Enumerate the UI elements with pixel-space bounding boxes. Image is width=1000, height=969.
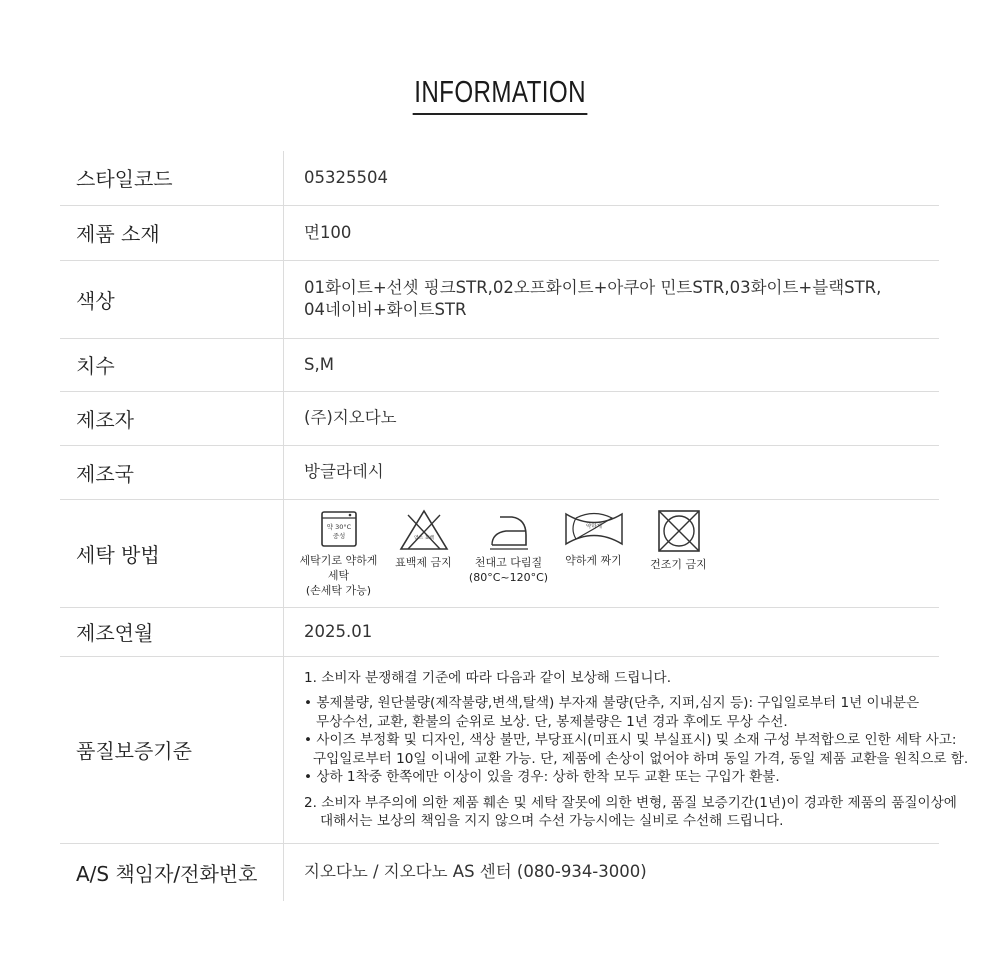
washing-label: 세탁 방법	[60, 499, 284, 607]
table-row	[60, 445, 939, 499]
care-caption: 세탁기로 약하게 세탁 (손세탁 가능)	[299, 553, 378, 597]
wring-text: 약하게	[585, 523, 602, 530]
table-row	[60, 391, 939, 445]
table-row	[60, 656, 939, 843]
quality-text	[304, 669, 969, 831]
table-row	[60, 338, 939, 391]
quality-label: 품질보증기준	[60, 656, 284, 843]
gentle-wring-icon	[564, 509, 624, 549]
size-label: 치수	[60, 338, 284, 391]
wash-30-gentle-icon	[319, 509, 359, 549]
table-row	[60, 151, 939, 205]
quality-value	[284, 656, 969, 843]
product-info-table	[60, 151, 969, 901]
style-code-label: 스타일코드	[60, 151, 284, 205]
color-value-line: 04네이비+화이트STR	[304, 300, 467, 319]
color-label: 색상	[60, 260, 284, 338]
manufacturer-value: (주)지오다노	[284, 391, 940, 445]
no-tumble-dry-icon	[657, 509, 701, 553]
color-value	[284, 260, 940, 338]
no-bleach-icon	[398, 509, 450, 551]
quality-line: 1. 소비자 분쟁해결 기준에 따라 다음과 같이 보상해 드립니다.	[304, 669, 672, 686]
care-caption: 건조기 금지	[650, 557, 707, 571]
date-value: 2025.01	[284, 607, 940, 656]
as-label: A/S 책임자/전화번호	[60, 843, 284, 901]
quality-line: 무상수선, 교환, 환불의 순위로 보상. 단, 봉제불량은 1년 경과 후에도 무상 수선.	[316, 713, 788, 730]
style-code-value: 05325504	[284, 151, 940, 205]
page-title-text: INFORMATION	[413, 74, 588, 115]
care-caption: 약하게 짜기	[565, 553, 622, 567]
care-item	[551, 509, 636, 568]
table-row	[60, 260, 939, 338]
material-value: 면100	[284, 205, 940, 260]
page-title	[0, 74, 1000, 115]
care-caption: 표백제 금지	[395, 555, 452, 569]
material-label: 제품 소재	[60, 205, 284, 260]
care-item	[636, 509, 721, 572]
table-row	[60, 843, 939, 901]
as-value: 지오다노 / 지오다노 AS 센터 (080-934-3000)	[304, 862, 647, 882]
table-row	[60, 607, 939, 656]
quality-line: • 봉제불량, 원단불량(제작불량,변색,탈색) 부자재 불량(단추, 지퍼,심지 등): 구입일로부터 1년 이내분은	[304, 695, 920, 711]
wash-temp-text: 약 30°C	[326, 522, 351, 531]
quality-line: 구입일로부터 10일 이내에 교환 가능. 단, 제품에 손상이 없어야 하며 동일 가격, 동일 제품 교환을 원칙으로 함.	[313, 750, 969, 767]
table-row	[60, 499, 939, 607]
date-label: 제조연월	[60, 607, 284, 656]
care-caption: 천대고 다림질 (80°C~120°C)	[468, 555, 549, 584]
color-value-line: 01화이트+선셋 핑크STR,02오프화이트+아쿠아 민트STR,03화이트+블랙STR,	[304, 278, 882, 297]
country-label: 제조국	[60, 445, 284, 499]
washing-value	[284, 499, 940, 607]
care-item	[381, 509, 466, 570]
quality-line: • 상하 1착중 한쪽에만 이상이 있을 경우: 상하 한착 모두 교환 또는 구입가 환불.	[304, 769, 780, 785]
care-item	[466, 509, 551, 585]
care-item	[296, 509, 381, 598]
country-value: 방글라데시	[284, 445, 940, 499]
quality-line: 2. 소비자 부주의에 의한 제품 훼손 및 세탁 잘못에 의한 변형, 품질 보증기간(1년)이 경과한 제품의 품질이상에	[304, 794, 957, 811]
care-icons	[296, 509, 939, 598]
table-row	[60, 205, 939, 260]
bleach-text: 염소 표백	[413, 535, 434, 541]
size-value: S,M	[284, 338, 940, 391]
quality-line: 대해서는 보상의 책임을 지지 않으며 수선 가능시에는 실비로 수선해 드립니다.	[320, 813, 784, 829]
quality-line: • 사이즈 부정확 및 디자인, 색상 불만, 부당표시(미표시 및 부실표시) 및 소재 구성 부적합으로 인한 세탁 사고:	[304, 732, 957, 748]
manufacturer-label: 제조자	[60, 391, 284, 445]
wash-mode-text: 중성	[332, 531, 345, 540]
iron-icon	[486, 509, 532, 551]
